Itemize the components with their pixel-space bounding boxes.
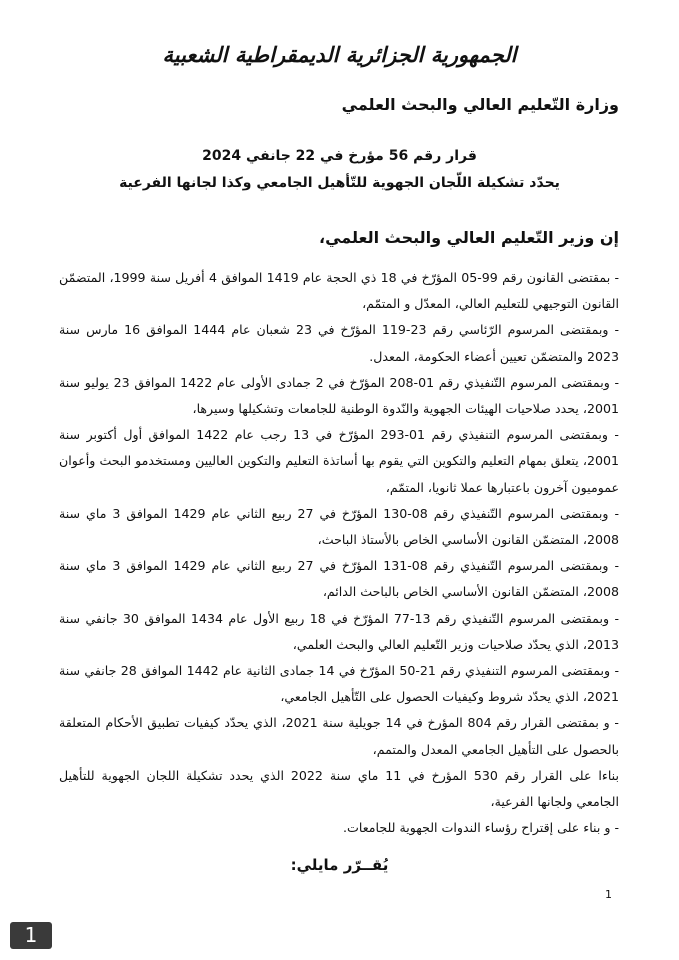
preamble-clauses bbox=[59, 265, 619, 841]
ministry-heading: وزارة التّعليم العالي والبحث العلمي bbox=[341, 95, 619, 114]
republic-heading: الجمهورية الجزائرية الديمقراطية الشعبية bbox=[162, 42, 517, 67]
page-number: 1 bbox=[605, 888, 612, 901]
clause-proposal: - و بناء على إقتراح رؤساء الندوات الجهوية للجامعات. bbox=[343, 820, 619, 836]
clause-decree-01-208: - وبمقتضى المرسوم التّنفيذي رقم 01-208 المؤرّخ في 2 جمادى الأولى عام 1422 الموافق 23 يوليو سنة 2001، يحدد صلاحيات الهيئات الجهوية والنّدوة الوطنية للجامعات وتشكيلها وسيرها، bbox=[59, 374, 620, 417]
clause-decree-23-119: - وبمقتضى المرسوم الرّئاسي رقم 23-119 المؤرّخ في 23 شعبان عام 1444 الموافق 16 مارس سنة 2023 والمتضمّن تعيين أعضاء الحكومة، المعدل. bbox=[59, 322, 619, 364]
clause-decree-13-77: - وبمقتضى المرسوم التّنفيذي رقم 13-77 المؤرّخ في 18 ربيع الأول عام 1434 الموافق 30 جانفي سنة 2013، الذي يحدّد صلاحيات وزير التّعليم العالي والبحث العلمي، bbox=[59, 610, 619, 652]
clause-decree-21-50: - وبمقتضى المرسوم التنفيذي رقم 21-50 المؤرّخ في 14 جمادى الثانية عام 1442 الموافق 28 جانفي سنة 2021، الذي يحدّد شروط وكيفيات الحصول على التّأهيل الجامعي، bbox=[59, 663, 620, 705]
clause-decree-01-293: - وبمقتضى المرسوم التنفيذي رقم 01-293 المؤرّخ في 13 رجب عام 1422 الموافق أول أكتوبر سنة 2001، يتعلق بمهام التعليم والتكوين التي يقوم بها أساتذة التعليم والتكوين العاليين ومستخدمو البحث وأعوان عموميون آخرون باعتبارها عملا ثانويا، المتمّم، bbox=[59, 427, 619, 495]
minister-heading: إن وزير التّعليم العالي والبحث العلمي، bbox=[319, 228, 619, 247]
clause-decree-08-130: - وبمقتضى المرسوم التّنفيذي رقم 08-130 المؤرّخ في 27 ربيع الثاني عام 1429 الموافق 3 ماي سنة 2008، المتضمّن القانون الأساسي الخاص بالأستاذ الباحث، bbox=[59, 505, 619, 548]
decree-subject: يحدّد تشكيلة اللّجان الجهوية للتّأهيل الجامعي وكذا لجانها الفرعية bbox=[119, 175, 560, 191]
clause-order-530: بناءا على القرار رقم 530 المؤرخ في 11 ماي سنة 2022 الذي يحدد تشكيلة اللجان الجهوية للتأهيل الجامعي ولجانها الفرعية، bbox=[59, 767, 619, 810]
decree-title: قرار رقم 56 مؤرخ في 22 جانفي 2024 bbox=[202, 148, 477, 164]
page-counter-badge[interactable]: 1 bbox=[10, 922, 52, 949]
decides-heading: يُقــرّر مايلي: bbox=[290, 856, 389, 874]
clause-law-99-05: - بمقتضى القانون رقم 99-05 المؤرّخ في 18 ذي الحجة عام 1419 الموافق 4 أفريل سنة 1999، المتضمّن القانون التوجيهي للتعليم العالي، المعدّل و المتمّم، bbox=[59, 270, 620, 312]
clause-decree-08-131: - وبمقتضى المرسوم التّنفيذي رقم 08-131 المؤرّخ في 27 ربيع الثاني عام 1429 الموافق 3 ماي سنة 2008، المتضمّن القانون الأساسي الخاص بالباحث الدائم، bbox=[59, 558, 619, 600]
clause-order-804: - و بمقتضى القرار رقم 804 المؤرخ في 14 جويلية سنة 2021، الذي يحدّد كيفيات تطبيق الأحكام المتعلقة بالحصول على التأهيل الجامعي المعدل والمتمم، bbox=[59, 715, 619, 757]
